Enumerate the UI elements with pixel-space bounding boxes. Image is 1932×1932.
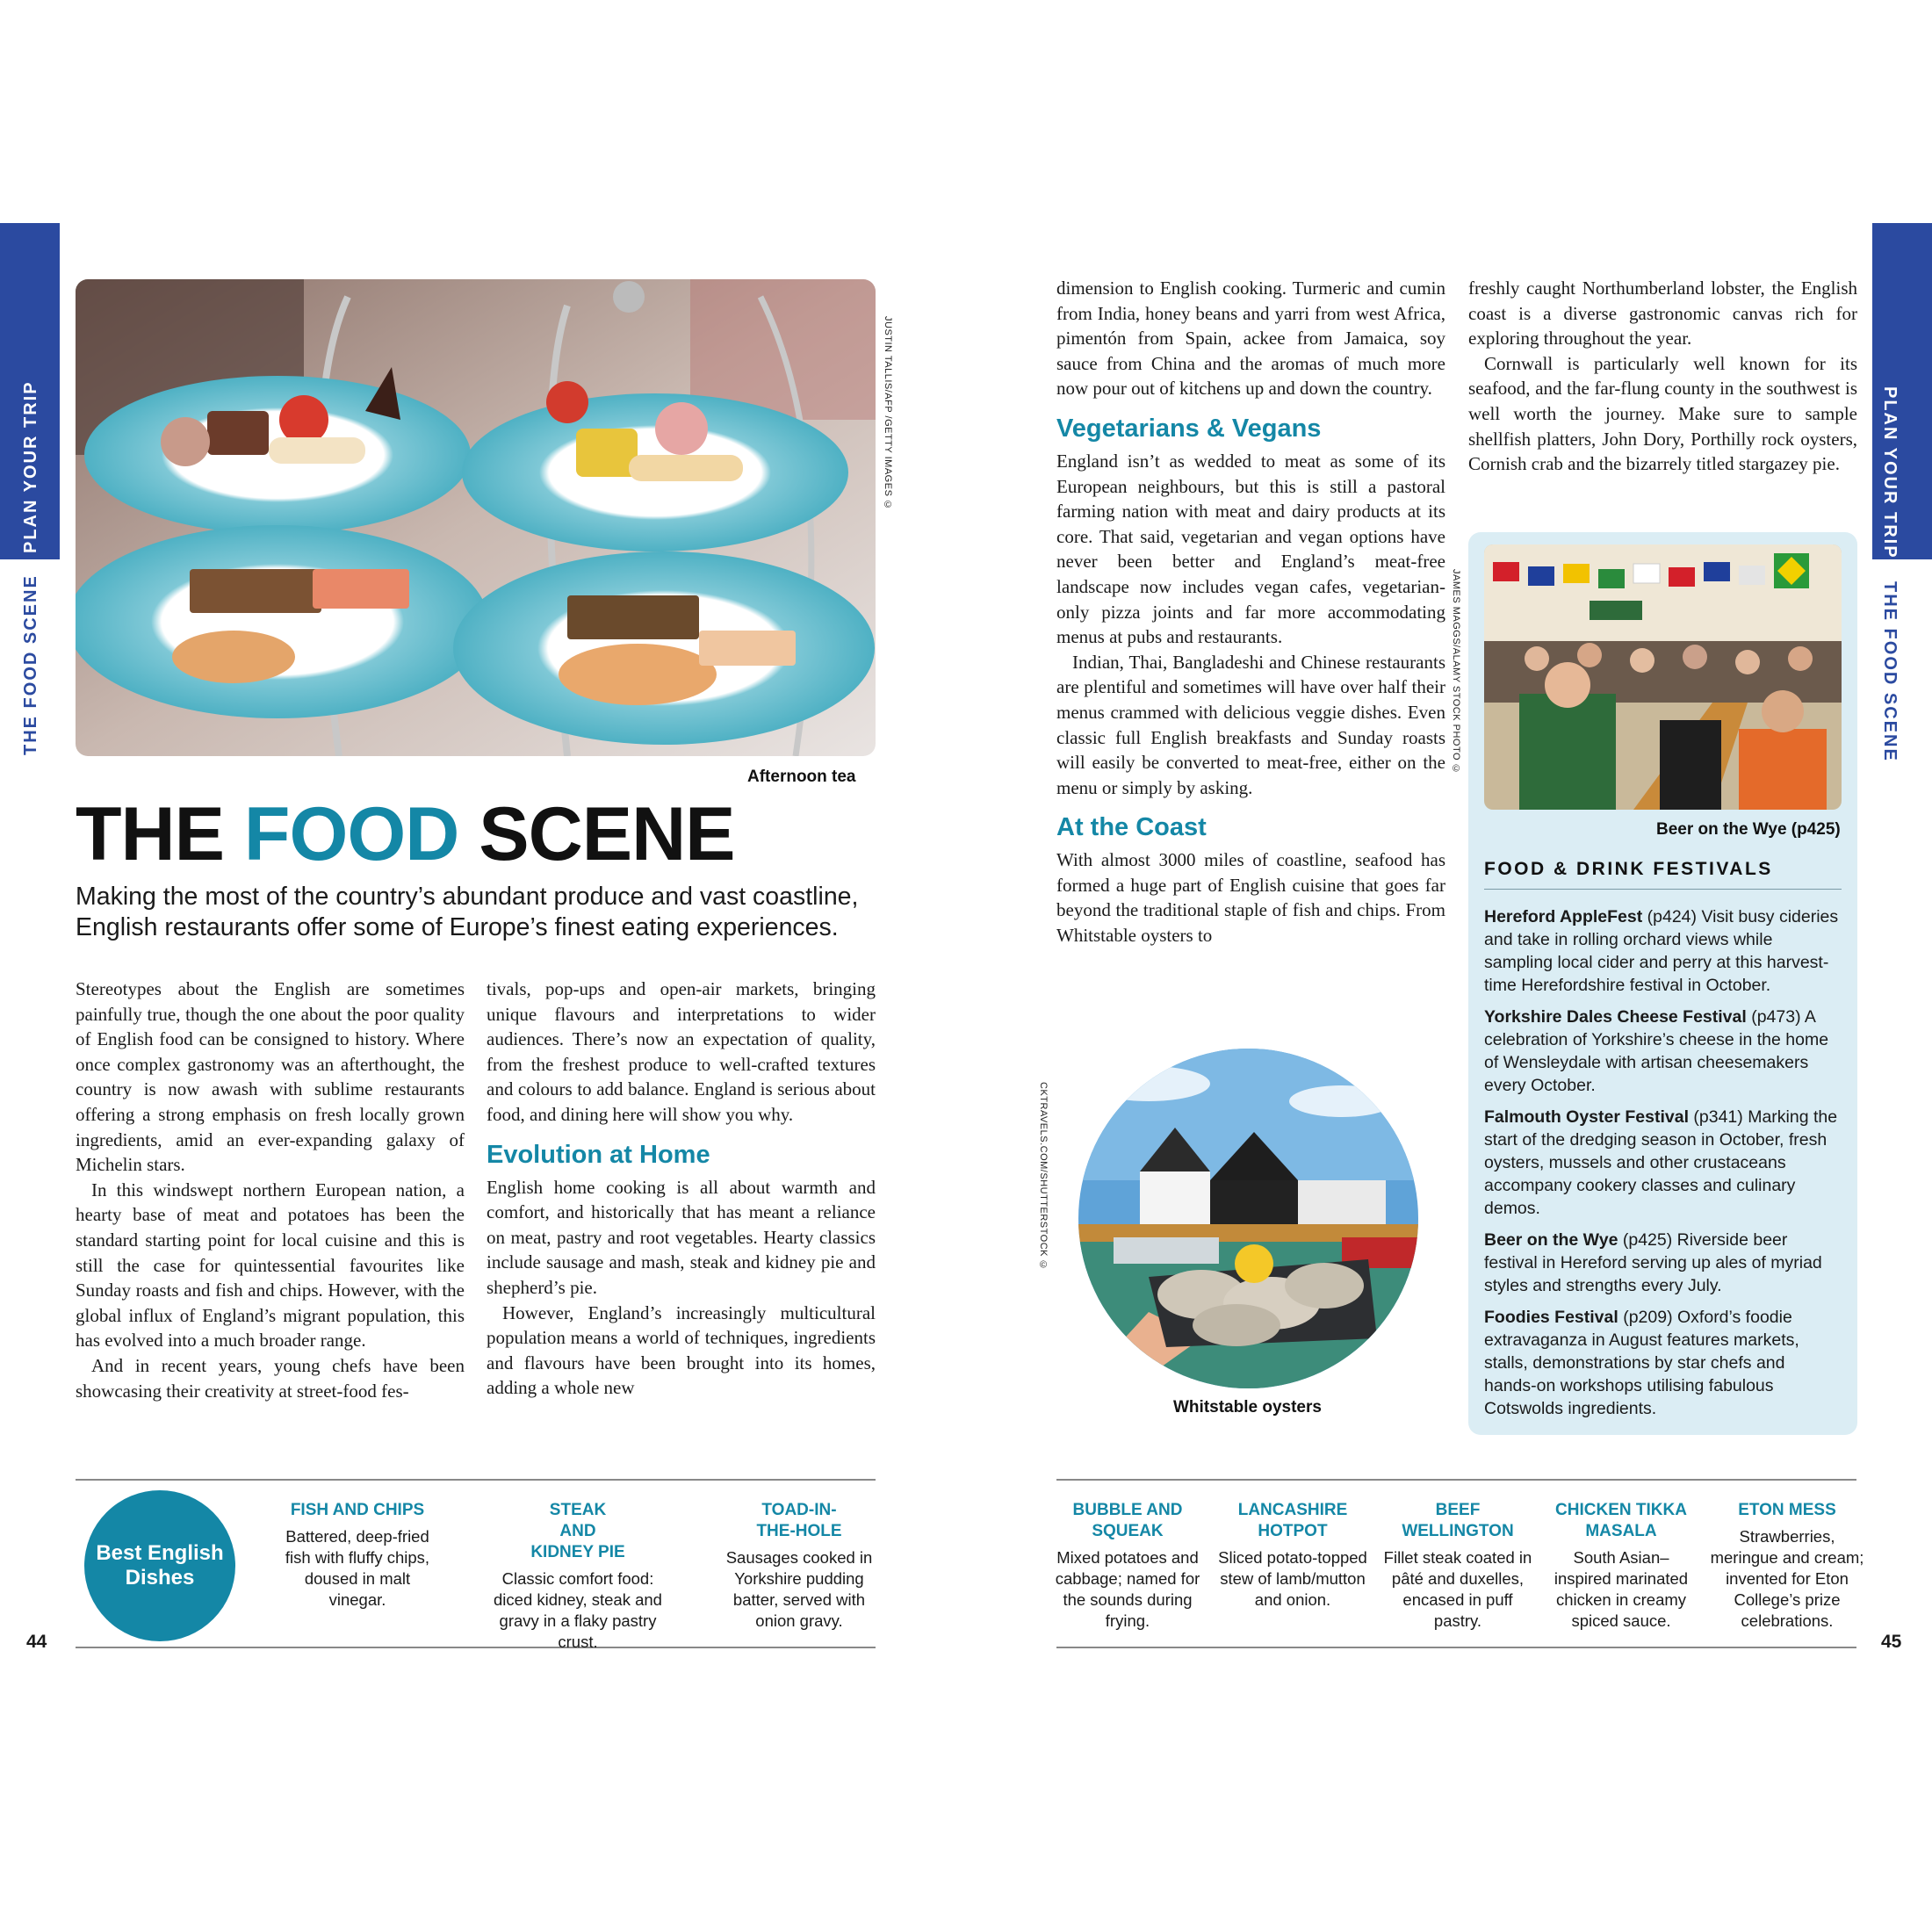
- right-tab-food-scene: THE FOOD SCENE: [1880, 581, 1900, 762]
- page-title: [76, 790, 735, 878]
- dish-name: LANCASHIRE HOTPOT: [1237, 1501, 1348, 1540]
- col1-paragraph-1: Stereotypes about the English are sometimes painfully true, though the one about the poor quality of English food can be consigned to history. Where once complex gastronomy was an afterthought, the country is now awash with sublime restaurants offering a strong emphasis on fresh locally grown ingredients, amid an ever-expanding galaxy of Michelin stars.: [76, 978, 465, 1176]
- intro-standfirst: Making the most of the country’s abundant produce and vast coastline, English restaurants offer some of Europe’s finest eating experiences.: [76, 883, 859, 941]
- dishes-top-rule-right: [1056, 1479, 1856, 1481]
- festivals-heading: FOOD & DRINK FESTIVALS: [1484, 859, 1842, 890]
- best-english-dishes-badge: [84, 1490, 235, 1641]
- festival-page-ref: (p473): [1746, 1007, 1801, 1027]
- dishes-bottom-rule-right: [1056, 1647, 1856, 1648]
- body-column-2: [487, 977, 876, 1401]
- col2-paragraph-1: tivals, pop-ups and open-air markets, bringing unique flavours and interpretations to wider audiences. There’s now an expectation of quality, from the freshest produce to well-crafted textures and colours to add balance. England is serious about food, and dining here will show you why.: [487, 978, 876, 1125]
- afternoon-tea-caption: Afternoon tea: [747, 768, 856, 786]
- festival-name: Hereford AppleFest: [1484, 907, 1643, 926]
- beer-festival-illustration: [1484, 544, 1842, 810]
- col2-paragraph-2: English home cooking is all about warmth and comfort, and historically that has meant a reliance on meat, pastry and root vegetables. Hearty classics include sausage and mash, steak and kidney pie and shepherd’s pie.: [487, 1176, 876, 1298]
- festival-name: Beer on the Wye: [1484, 1230, 1618, 1250]
- festival-name: Foodies Festival: [1484, 1308, 1618, 1327]
- body-column-4: [1468, 276, 1857, 477]
- festival-description: Riverside beer festival in Hereford serving up ales of myriad styles and strengths every July.: [1484, 1230, 1822, 1295]
- heading-vegetarians-vegans: Vegetarians & Vegans: [1056, 414, 1322, 443]
- beer-on-the-wye-photo: [1484, 544, 1842, 810]
- afternoon-tea-credit: JUSTIN TALLIS/AFP /GETTY IMAGES ©: [883, 316, 893, 511]
- dish-description: Mixed potatoes and cabbage; named for the sounds during frying.: [1055, 1548, 1200, 1630]
- dish-description: Sausages cooked in Yorkshire pudding batter, served with onion gravy.: [725, 1548, 873, 1630]
- beer-photo-credit: JAMES MAGGS/ALAMY STOCK PHOTO ©: [1451, 569, 1461, 775]
- col3-paragraph-2: England isn’t as wedded to meat as some of its European neighbours, but this is still a pastoral farming nation with meat and dairy products at its core. That said, vegetarian and vegan options have never been better and England’s meat-free landscape now includes vegan cafes, vegetarian-only pizza joints and far more accommodating menus at pubs and restaurants.: [1056, 450, 1445, 648]
- festival-item: [1484, 905, 1842, 997]
- dish-name: BEEF WELLINGTON: [1402, 1501, 1514, 1540]
- dish-description: Fillet steak coated in pâté and duxelles, encased in puff pastry.: [1383, 1548, 1532, 1630]
- afternoon-tea-photo: [76, 279, 876, 756]
- dish-name: CHICKEN TIKKA MASALA: [1555, 1501, 1687, 1540]
- festival-page-ref: (p424): [1642, 907, 1698, 926]
- oysters-illustration: [1078, 1049, 1418, 1388]
- body-column-3: [1056, 276, 1445, 948]
- oysters-caption: Whitstable oysters: [1173, 1398, 1322, 1417]
- dish-steak-and-kidney-pie: [494, 1500, 662, 1653]
- page-number-right: 45: [1881, 1632, 1902, 1652]
- dish-lancashire-hotpot: [1217, 1500, 1368, 1611]
- dish-description: Battered, deep-fried fish with fluffy chips, doused in malt vinegar.: [285, 1527, 430, 1609]
- dish-name: FISH AND CHIPS: [290, 1501, 425, 1519]
- festival-page-ref: (p209): [1618, 1308, 1673, 1327]
- dish-bubble-and-squeak: [1052, 1500, 1203, 1632]
- festival-item: [1484, 1229, 1842, 1297]
- right-tab-plan-your-trip: PLAN YOUR TRIP: [1880, 386, 1900, 559]
- page-number-left: 44: [26, 1632, 47, 1652]
- beer-caption: Beer on the Wye (p425): [1656, 820, 1841, 839]
- title-part-the: THE: [76, 792, 244, 876]
- col3-paragraph-3: Indian, Thai, Bangladeshi and Chinese restaurants are plentiful and sometimes will have over half their menus crammed with delicious veggie dishes. Even classic full English breakfasts and Sunday roasts will easily be converted to meat-free, either on the menu or simply by asking.: [1056, 651, 1445, 798]
- col4-paragraph-1: freshly caught Northumberland lobster, the English coast is a diverse gastronomic canvas rich for exploring throughout the year.: [1468, 278, 1857, 350]
- badge-line-1: Best English: [96, 1541, 224, 1565]
- dishes-top-rule-left: [76, 1479, 876, 1481]
- dishes-bottom-rule-left: [76, 1647, 876, 1648]
- festivals-sidebar: [1468, 532, 1857, 1435]
- heading-at-the-coast: At the Coast: [1056, 813, 1207, 842]
- festival-description: Marking the start of the dredging season in October, fresh oysters, mussels and other crustaceans accompany cookery classes and culinary demos.: [1484, 1107, 1838, 1218]
- heading-evolution-at-home: Evolution at Home: [487, 1140, 710, 1169]
- left-tab-plan-your-trip: PLAN YOUR TRIP: [21, 380, 40, 553]
- festival-page-ref: (p341): [1688, 1107, 1743, 1127]
- festival-description: Oxford’s foodie extravaganza in August features markets, stalls, demonstrations by star chefs and hands-on workshops utilising fabulous Cotswolds ingredients.: [1484, 1308, 1799, 1418]
- dish-name: TOAD-IN-THE-HOLE: [756, 1501, 842, 1540]
- dish-eton-mess: [1708, 1500, 1866, 1632]
- festival-item: [1484, 1106, 1842, 1220]
- festival-description: Visit busy cideries and take in rolling orchard views while sampling local cider and perry at this harvest-time Herefordshire festival in October.: [1484, 907, 1839, 995]
- dish-description: Strawberries, meringue and cream; invented for Eton College’s prize celebrations.: [1710, 1527, 1864, 1630]
- festival-description: A celebration of Yorkshire’s cheese in the home of Wensleydale with artisan cheesemakers every October.: [1484, 1007, 1829, 1095]
- dish-name: BUBBLE AND SQUEAK: [1072, 1501, 1183, 1540]
- col4-paragraph-2: Cornwall is particularly well known for its seafood, and the far-flung county in the southwest is well worth the journey. Make sure to sample shellfish platters, John Dory, Porthilly rock oysters, Cornish crab and the bizarrely titled stargazey pie.: [1468, 352, 1857, 475]
- whitstable-oysters-photo: [1078, 1049, 1418, 1388]
- festival-name: Falmouth Oyster Festival: [1484, 1107, 1689, 1127]
- body-column-1: [76, 977, 465, 1403]
- title-part-food: FOOD: [243, 792, 459, 876]
- col1-paragraph-3: And in recent years, young chefs have been showcasing their creativity at street-food fes-: [76, 1354, 465, 1402]
- dish-name: ETON MESS: [1738, 1501, 1836, 1519]
- dish-toad-in-the-hole: [711, 1500, 887, 1632]
- dish-fish-and-chips: [274, 1500, 441, 1611]
- dish-description: Classic comfort food: diced kidney, steak and gravy in a flaky pastry crust.: [494, 1569, 662, 1651]
- festival-item: [1484, 1306, 1842, 1420]
- festival-page-ref: (p425): [1618, 1230, 1673, 1250]
- col3-paragraph-1: dimension to English cooking. Turmeric and cumin from India, honey beans and yarri from west Africa, pimentón from Spain, ackee from Jamaica, soy sauce from China and the aromas of much more now pour out of kitchens up and down the country.: [1056, 278, 1445, 400]
- dish-name: STEAK AND KIDNEY PIE: [530, 1501, 625, 1561]
- festival-name: Yorkshire Dales Cheese Festival: [1484, 1007, 1747, 1027]
- badge-line-2: Dishes: [125, 1566, 195, 1590]
- afternoon-tea-illustration: [76, 279, 876, 756]
- dish-description: South Asian–inspired marinated chicken in creamy spiced sauce.: [1554, 1548, 1689, 1630]
- dish-chicken-tikka-masala: [1546, 1500, 1697, 1632]
- oysters-credit: CKTRAVELS.COM/SHUTTERSTOCK ©: [1038, 1082, 1049, 1272]
- col2-paragraph-3: However, England’s increasingly multicultural population means a world of techniques, ingredients and flavours have been brought into its homes, adding a whole new: [487, 1301, 876, 1399]
- col1-paragraph-2: In this windswept northern European nation, a hearty base of meat and potatoes has been the standard starting point for local cuisine and this is still the case for quintessential favourites like Sunday roasts and fish and chips. However, with the global influx of England’s migrant population, this has evolved into a much broader range.: [76, 1179, 465, 1352]
- dish-beef-wellington: [1382, 1500, 1533, 1632]
- festivals-list: [1484, 905, 1842, 1429]
- festival-item: [1484, 1006, 1842, 1097]
- col3-paragraph-4: With almost 3000 miles of coastline, seafood has formed a huge part of English cuisine that goes far beyond the traditional staple of fish and chips. From Whitstable oysters to: [1056, 849, 1445, 947]
- title-part-scene: SCENE: [458, 792, 735, 876]
- dish-description: Sliced potato-topped stew of lamb/mutton and onion.: [1218, 1548, 1367, 1609]
- left-tab-food-scene: THE FOOD SCENE: [21, 574, 40, 755]
